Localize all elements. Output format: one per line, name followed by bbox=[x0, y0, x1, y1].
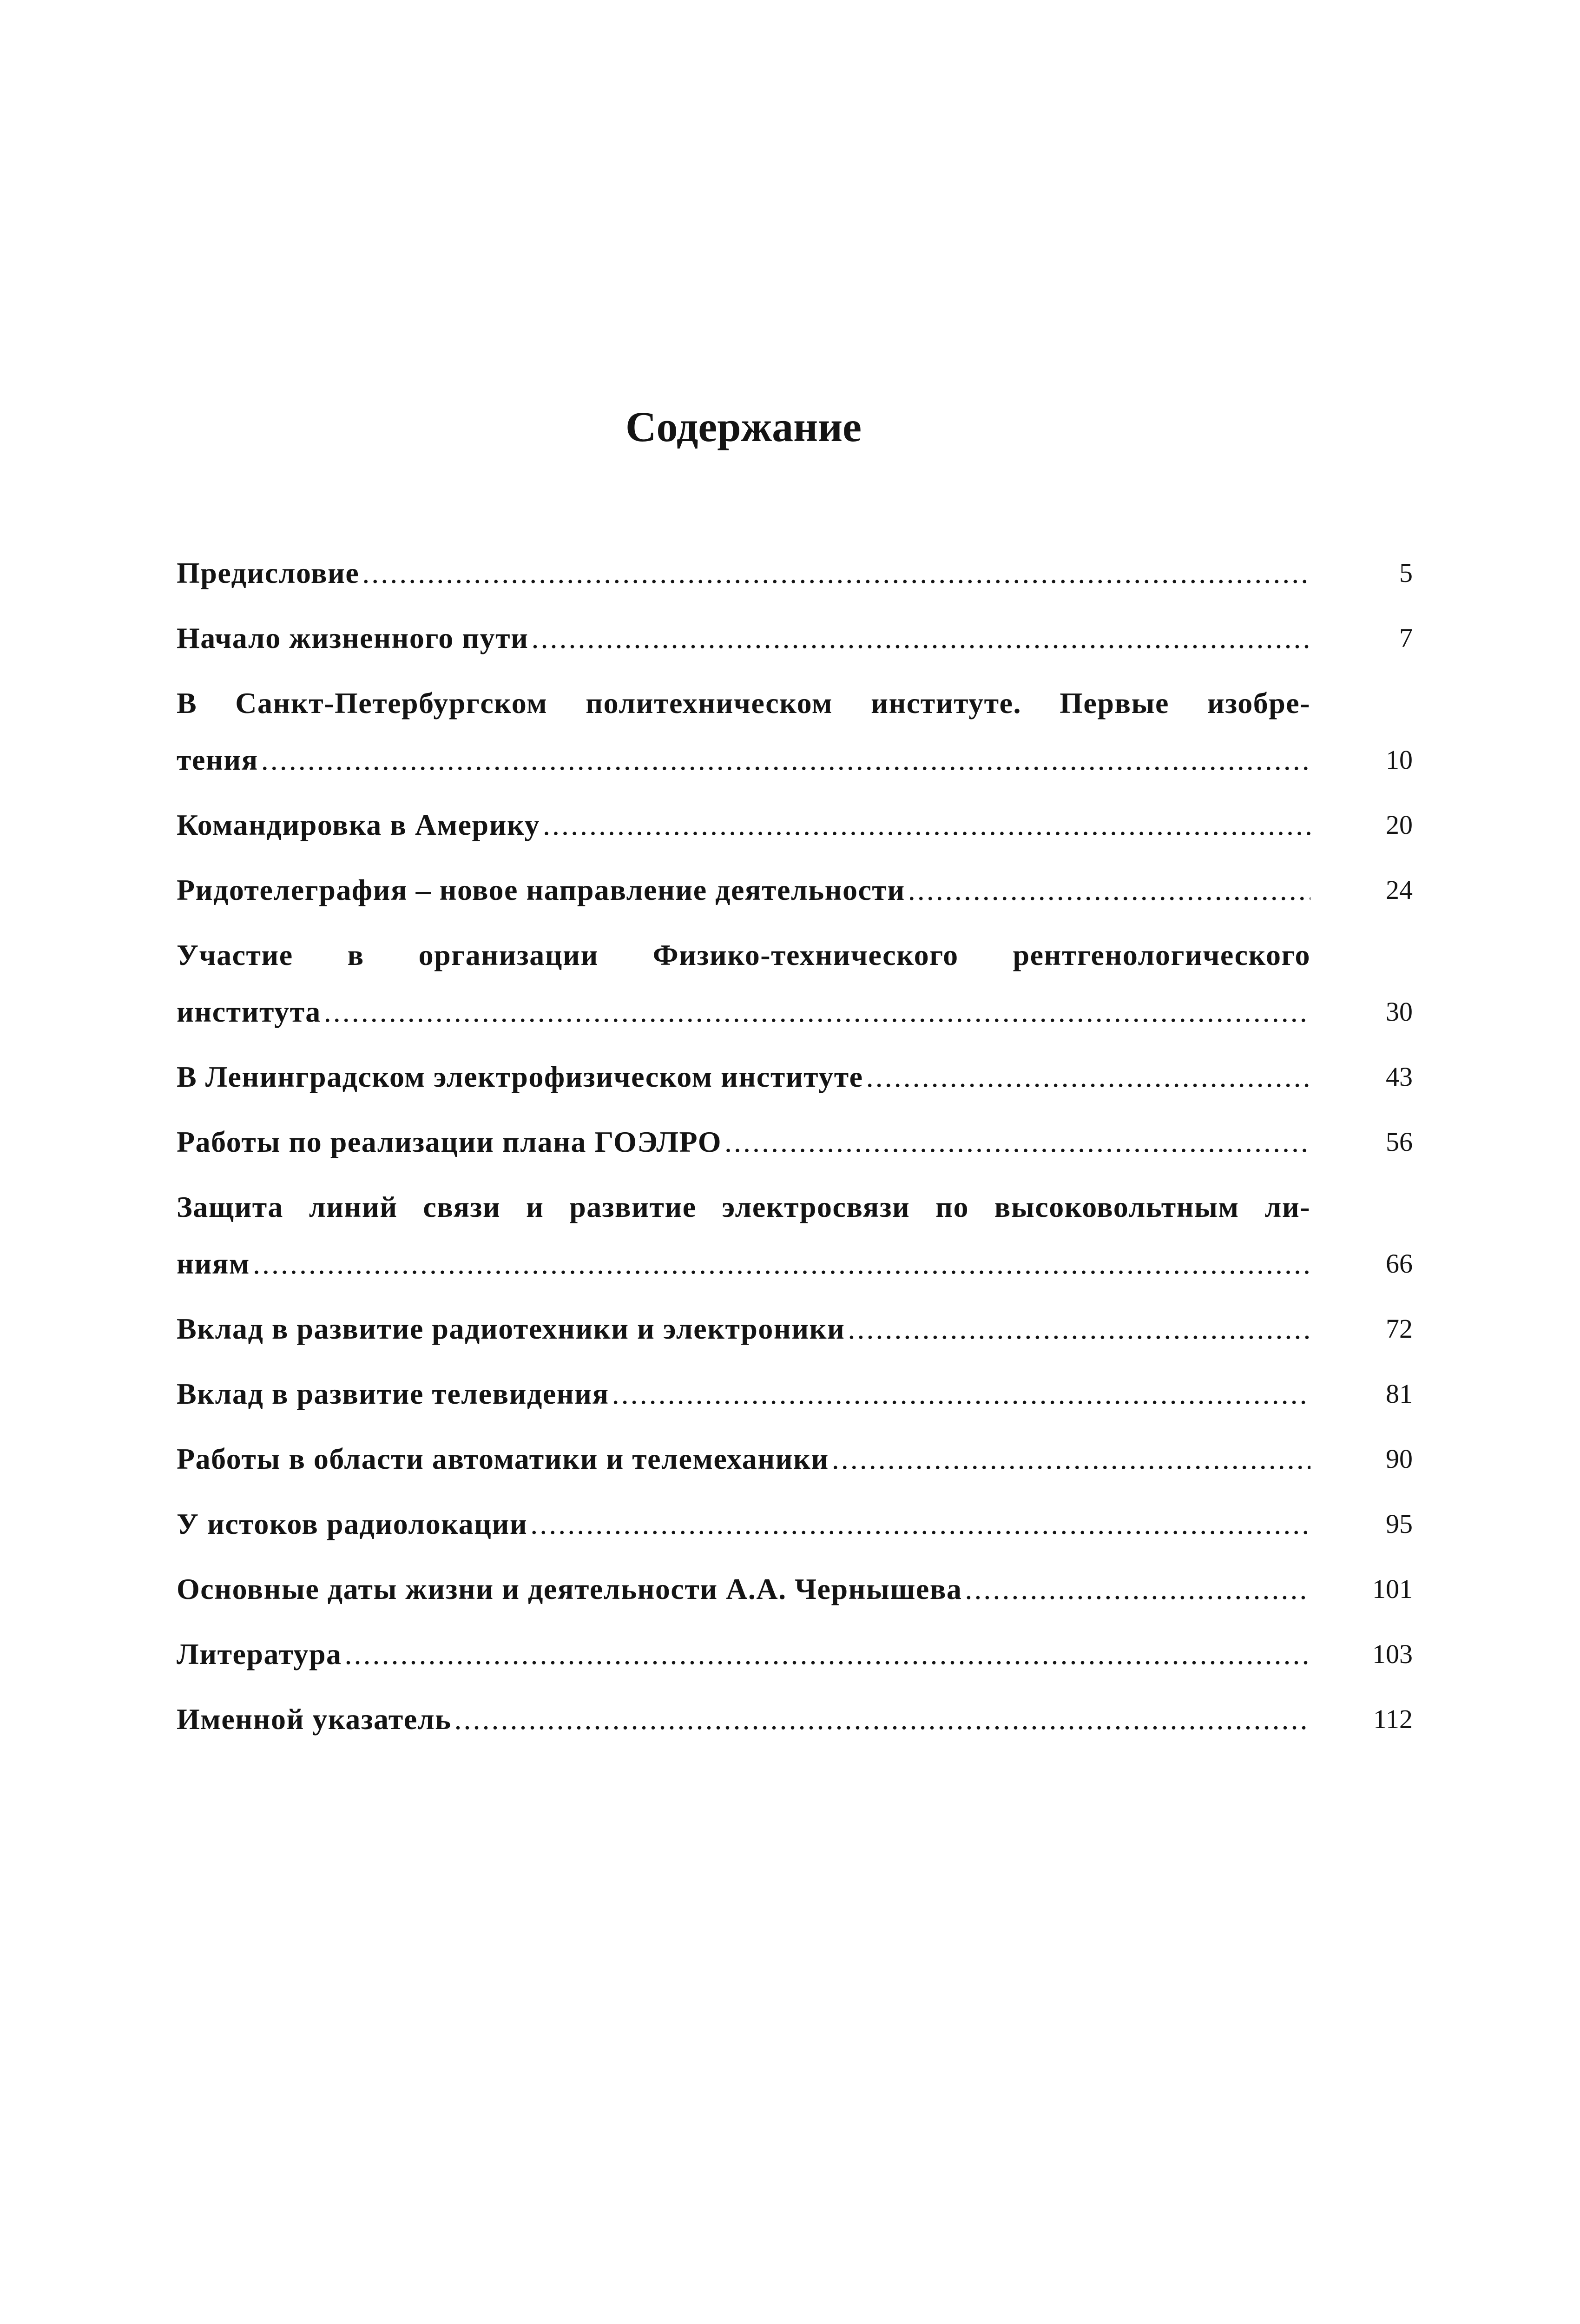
toc-entry-title: Работы в области автоматики и телемеханики bbox=[177, 1442, 829, 1475]
leader-dots bbox=[832, 1441, 1310, 1477]
toc-page-number: 30 bbox=[1386, 997, 1413, 1027]
leader-dots bbox=[261, 742, 1310, 778]
leader-dots bbox=[454, 1702, 1310, 1737]
leader-dots bbox=[531, 621, 1310, 656]
leader-dots bbox=[253, 1246, 1310, 1281]
leader-dots bbox=[965, 1571, 1310, 1607]
toc-entry bbox=[177, 1059, 1413, 1095]
leader-dots bbox=[612, 1376, 1310, 1412]
toc-entry bbox=[177, 1189, 1413, 1281]
toc-page-number: 5 bbox=[1399, 558, 1413, 588]
toc-entry-title: Вклад в развитие телевидения bbox=[177, 1377, 609, 1410]
leader-dots bbox=[866, 1059, 1310, 1095]
toc-page-number: 24 bbox=[1386, 875, 1413, 905]
toc-entry bbox=[177, 1702, 1413, 1737]
toc-page-number: 7 bbox=[1399, 623, 1413, 653]
toc-entry bbox=[177, 872, 1413, 908]
toc-entry bbox=[177, 1441, 1413, 1477]
page-title: Содержание bbox=[625, 403, 862, 450]
leader-dots bbox=[345, 1637, 1310, 1672]
leader-dots bbox=[530, 1506, 1310, 1542]
toc-entry bbox=[177, 938, 1413, 1030]
toc-entry-title: Начало жизненного пути bbox=[177, 621, 529, 654]
toc-entry-title: Работы по реализации плана ГОЭЛРО bbox=[177, 1125, 722, 1158]
toc-page-number: 101 bbox=[1372, 1574, 1413, 1604]
toc-entry bbox=[177, 1571, 1413, 1607]
toc-entry-title: В Ленинградском электрофизическом институте bbox=[177, 1060, 863, 1093]
toc-page-number: 90 bbox=[1386, 1444, 1413, 1474]
leader-dots bbox=[724, 1124, 1310, 1160]
toc-page-number: 66 bbox=[1386, 1248, 1413, 1279]
toc-entry bbox=[177, 621, 1413, 656]
toc-page-number: 20 bbox=[1386, 810, 1413, 840]
toc-entry bbox=[177, 686, 1413, 778]
toc-entry-title: ниям bbox=[177, 1247, 250, 1280]
toc-entry-title: Вклад в развитие радиотехники и электроники bbox=[177, 1312, 845, 1345]
leader-dots bbox=[848, 1311, 1310, 1347]
toc-entry bbox=[177, 1637, 1413, 1672]
toc-entry-title: Ридотелеграфия – новое направление деятельности bbox=[177, 873, 905, 906]
toc-entry-title: Основные даты жизни и деятельности А.А. Чернышева bbox=[177, 1572, 962, 1605]
toc-page-number: 95 bbox=[1386, 1509, 1413, 1539]
toc-page-number: 43 bbox=[1386, 1062, 1413, 1092]
leader-dots bbox=[908, 872, 1310, 908]
toc-entry-title-line1: Участие в организации Физико-технического рентгенологического bbox=[177, 938, 1310, 971]
toc-entry bbox=[177, 1311, 1413, 1347]
toc-entry-title-line1: В Санкт-Петербургском политехническом институте. Первые изобре- bbox=[177, 687, 1310, 720]
toc-entry-title-line1: Защита линий связи и развитие электросвязи по высоковольтным ли- bbox=[177, 1190, 1310, 1223]
toc-entry bbox=[177, 555, 1413, 591]
toc-page-number: 81 bbox=[1386, 1379, 1413, 1409]
toc-entry-title: тения bbox=[177, 743, 258, 776]
toc-page-number: 10 bbox=[1386, 745, 1413, 775]
toc-entry-title: Командировка в Америку bbox=[177, 808, 540, 841]
toc-page-number: 56 bbox=[1386, 1127, 1413, 1157]
toc-entry-title: У истоков радиолокации bbox=[177, 1507, 528, 1540]
toc-entry-title: института bbox=[177, 995, 321, 1028]
toc-entry-title: Предисловие bbox=[177, 556, 360, 589]
table-of-contents bbox=[177, 555, 1413, 1767]
toc-page-number: 103 bbox=[1372, 1639, 1413, 1669]
toc-entry bbox=[177, 1376, 1413, 1412]
leader-dots bbox=[362, 555, 1310, 591]
toc-entry bbox=[177, 807, 1413, 843]
toc-page-number: 112 bbox=[1373, 1704, 1413, 1734]
toc-entry bbox=[177, 1506, 1413, 1542]
toc-entry-title: Именной указатель bbox=[177, 1703, 452, 1736]
toc-entry-title: Литература bbox=[177, 1637, 342, 1670]
leader-dots bbox=[324, 994, 1310, 1030]
leader-dots bbox=[543, 807, 1310, 843]
toc-page-number: 72 bbox=[1386, 1314, 1413, 1344]
toc-entry bbox=[177, 1124, 1413, 1160]
